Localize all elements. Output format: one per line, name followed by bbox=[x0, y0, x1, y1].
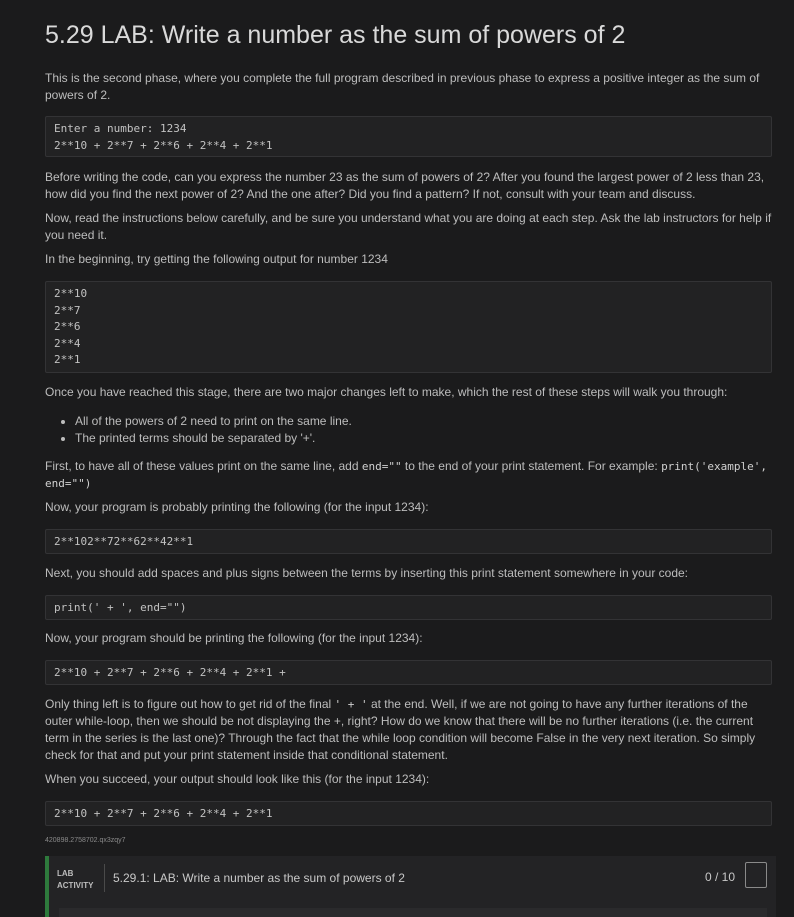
read-instructions-paragraph: Now, read the instructions below carefully, and be sure you understand what you are doing at each step. Ask the lab instructors for help if you need it. bbox=[45, 211, 772, 242]
print-code-block: print(' + ', end="") bbox=[45, 595, 772, 620]
now-paragraph-1: Now, your program is probably printing the following (for the input 1234): bbox=[45, 500, 429, 514]
lab-workspace-edge bbox=[59, 908, 767, 917]
output-block-2: 2**10 + 2**7 + 2**6 + 2**4 + 2**1 + bbox=[45, 660, 772, 685]
divider bbox=[104, 864, 105, 892]
lab-tag-line-2: ACTIVITY bbox=[57, 881, 94, 890]
first-text-a: First, to have all of these values print on the same line, add bbox=[45, 459, 362, 473]
now-paragraph-2: Now, your program should be printing the following (for the input 1234): bbox=[45, 631, 423, 645]
only-text-b: at the end. Well, if we are not going to have any further iterations of the outer while-loop, then we should be not displaying the +, right? How do we know that there will be no further iterations (i.e. the current term in the series is the last one)? Through the fact that the while loop condition will become False in the very next iteration. So simply check for that and put your print statement inside that conditional statement. bbox=[45, 697, 756, 762]
lab-activity-panel bbox=[45, 856, 776, 917]
inline-code-end: end="" bbox=[361, 460, 402, 473]
powers-line: 2**10 bbox=[54, 287, 88, 300]
example-io-block bbox=[45, 116, 772, 157]
powers-line: 2**6 bbox=[54, 320, 81, 333]
lab-activity-tag bbox=[57, 868, 93, 892]
before-paragraph: Before writing the code, can you express the number 23 as the sum of powers of 2? After you found the largest power of 2 less than 23, how did you find the next power of 2? And the one after? Did you find a pattern? If not, consult with your team and discuss. bbox=[45, 170, 765, 201]
page-title: 5.29 LAB: Write a number as the sum of powers of 2 bbox=[45, 21, 626, 49]
example-io-line-1: Enter a number: 1234 bbox=[54, 122, 187, 135]
lab-score: 0 / 10 bbox=[705, 870, 736, 884]
list-item: • All of the powers of 2 need to print on the same line. bbox=[75, 413, 352, 430]
powers-line: 2**1 bbox=[54, 353, 81, 366]
only-thing-left-paragraph bbox=[45, 696, 772, 764]
first-paragraph bbox=[45, 458, 772, 492]
beginning-paragraph: In the beginning, try getting the following output for number 1234 bbox=[45, 252, 388, 266]
next-paragraph: Next, you should add spaces and plus signs between the terms by inserting this print statement somewhere in your code: bbox=[45, 566, 689, 580]
footnote-id: 420898.2758702.qx3zqy7 bbox=[45, 837, 126, 844]
lab-tag-line-1: LAB bbox=[57, 869, 74, 878]
example-io-line-2: 2**10 + 2**7 + 2**6 + 2**4 + 2**1 bbox=[54, 138, 273, 152]
inline-code-end-close: end="") bbox=[45, 477, 92, 490]
completion-flag-icon bbox=[745, 862, 767, 888]
intro-paragraph: This is the second phase, where you complete the full program described in previous phase to express a positive integer as the sum of powers of 2. bbox=[45, 71, 760, 102]
stage-paragraph: Once you have reached this stage, there are two major changes left to make, which the rest of these steps will walk you through: bbox=[45, 385, 728, 399]
succeed-paragraph: When you succeed, your output should look like this (for the input 1234): bbox=[45, 772, 430, 786]
output-block-1: 2**102**72**62**42**1 bbox=[45, 529, 772, 554]
output-block-3: 2**10 + 2**7 + 2**6 + 2**4 + 2**1 bbox=[45, 801, 772, 826]
list-item: • The printed terms should be separated by '+'. bbox=[75, 430, 352, 447]
powers-output-block bbox=[45, 281, 772, 373]
powers-line: 2**4 bbox=[54, 336, 81, 350]
lab-activity-title: 5.29.1: LAB: Write a number as the sum of powers of 2 bbox=[113, 871, 405, 885]
only-text-a: Only thing left is to figure out how to get rid of the final bbox=[45, 697, 335, 711]
inline-code-plus: ' + ' bbox=[334, 698, 368, 711]
inline-code-print-example: print('example', bbox=[661, 460, 768, 473]
first-text-b: to the end of your print statement. For example: bbox=[401, 459, 662, 473]
changes-list bbox=[45, 413, 352, 447]
powers-line: 2**7 bbox=[54, 303, 81, 317]
